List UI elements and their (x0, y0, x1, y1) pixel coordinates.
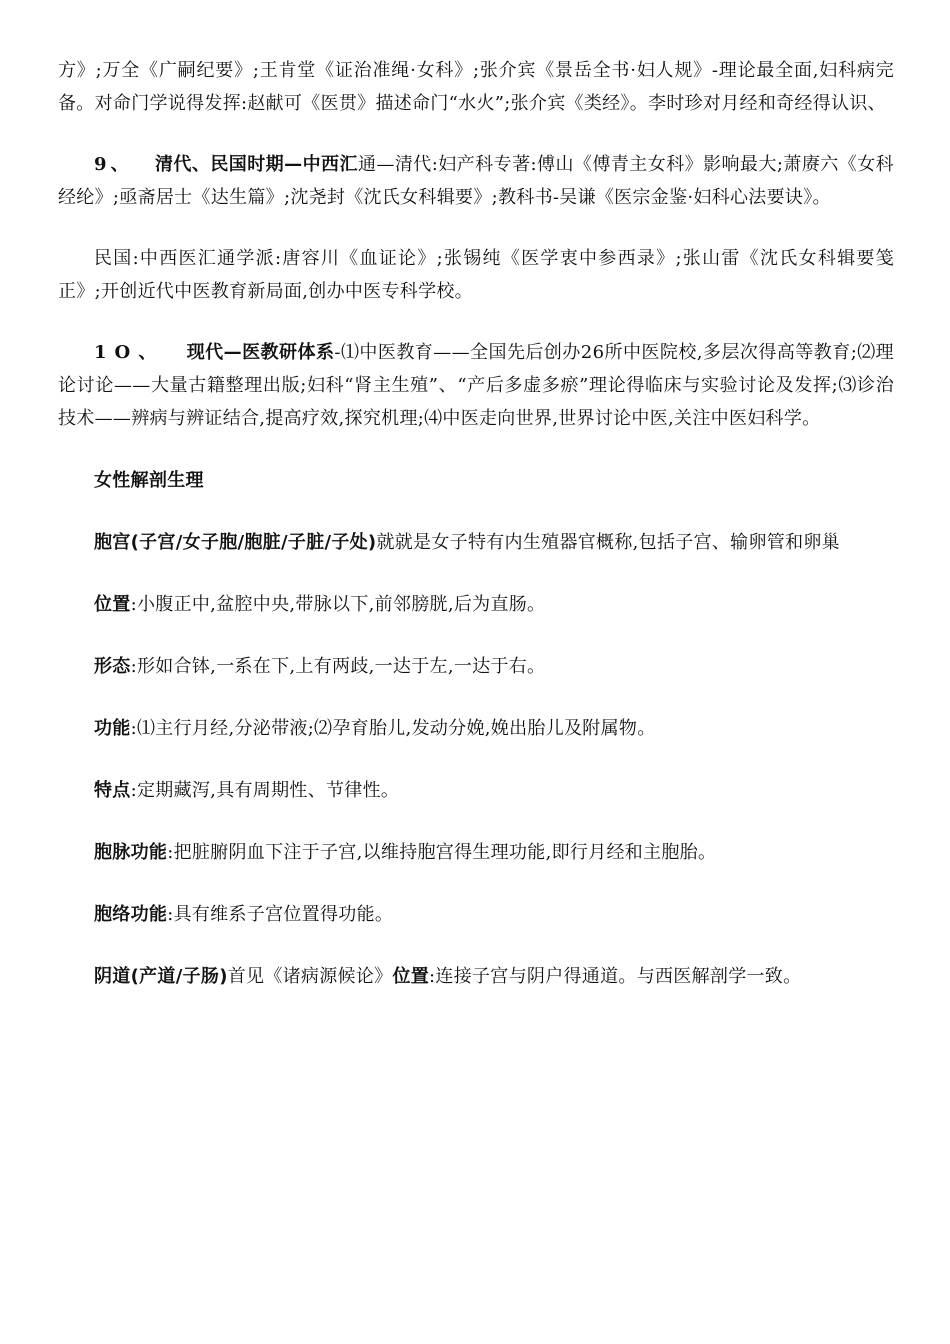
term-label: 功能 (94, 718, 131, 739)
term-text: 首见《诸病源候论》 (227, 966, 393, 987)
section-9 (58, 148, 894, 214)
term-text: :形如合钵,一系在下,上有两歧,一达于左,一达于右。 (130, 656, 546, 677)
term-label: 位置 (94, 594, 131, 615)
anatomy-item-feature (58, 774, 894, 807)
term-text: :小腹正中,盆腔中央,带脉以下,前邻膀胱,后为直肠。 (130, 594, 546, 615)
anatomy-item-baomai (58, 836, 894, 869)
section-9-number: 9、 (94, 154, 133, 175)
document-page (58, 54, 894, 993)
section-9-title: 清代、民国时期—中西汇 (154, 154, 358, 175)
section-10-number: 1O、 (94, 342, 165, 363)
anatomy-item-shape (58, 650, 894, 683)
term-label: 胞脉功能 (94, 842, 168, 863)
anatomy-item-baoluo (58, 898, 894, 931)
term-label: 胞络功能 (94, 904, 168, 925)
anatomy-item-uterus (58, 526, 894, 559)
term-text: :把脏腑阴血下注于子宫,以维持胞宫得生理功能,即行月经和主胞胎。 (167, 842, 717, 863)
section-10-title: 现代—医教研体系 (186, 342, 335, 363)
term-label: 特点 (94, 780, 131, 801)
term-label: 阴道(产道/子肠) (94, 966, 228, 987)
section-9-minguo: 民国:中西医汇通学派:唐容川《血证论》;张锡纯《医学衷中参西录》;张山雷《沈氏女科辑要笺正》;开创近代中医教育新局面,创办中医专科学校。 (58, 248, 894, 302)
section-10 (58, 336, 894, 435)
term-text: :具有维系子宫位置得功能。 (167, 904, 394, 925)
term-label: 形态 (94, 656, 131, 677)
term-text: :连接子宫与阴户得通道。与西医解剖学一致。 (429, 966, 802, 987)
term-label: 胞宫(子宫/女子胞/胞脏/子脏/子处) (94, 532, 377, 553)
section-10-text: -⑴中医教育——全国先后创办26所中医院校,多层次得高等教育;⑵理论讨论——大量古籍整理出版;妇科“肾主生殖”、“产后多虚多瘀”理论得临床与实验讨论及发挥;⑶诊治技术——辨病与辨证结合,提高疗效,探究机理;⑷中医走向世界,世界讨论中医,关注中医妇科学。 (58, 342, 894, 429)
anatomy-item-vagina (58, 960, 894, 993)
term-text: :定期藏泻,具有周期性、节律性。 (130, 780, 400, 801)
term-label: 位置 (392, 966, 430, 987)
paragraph-continuation: 方》;万全《广嗣纪要》;王肯堂《证治准绳·女科》;张介宾《景岳全书·妇人规》-理论最全面,妇科病完备。对命门学说得发挥:赵献可《医贯》描述命门“水火”;张介宾《类经》。李时珍对月经和奇经得认识、 (58, 60, 894, 114)
anatomy-heading: 女性解剖生理 (94, 470, 204, 491)
section-9-text: 通—清代:妇产科专著:傅山《傅青主女科》影响最大;萧赓六《女科经纶》;亟斋居士《达生篇》;沈尧封《沈氏女科辑要》;教科书-吴谦《医宗金鉴·妇科心法要诀》。 (58, 154, 894, 208)
term-text: :⑴主行月经,分泌带液;⑵孕育胎儿,发动分娩,娩出胎儿及附属物。 (130, 718, 656, 739)
anatomy-item-function (58, 712, 894, 745)
term-text: 就就是女子特有内生殖器官概称,包括子宫、输卵管和卵巢 (376, 532, 840, 553)
anatomy-item-position (58, 588, 894, 621)
